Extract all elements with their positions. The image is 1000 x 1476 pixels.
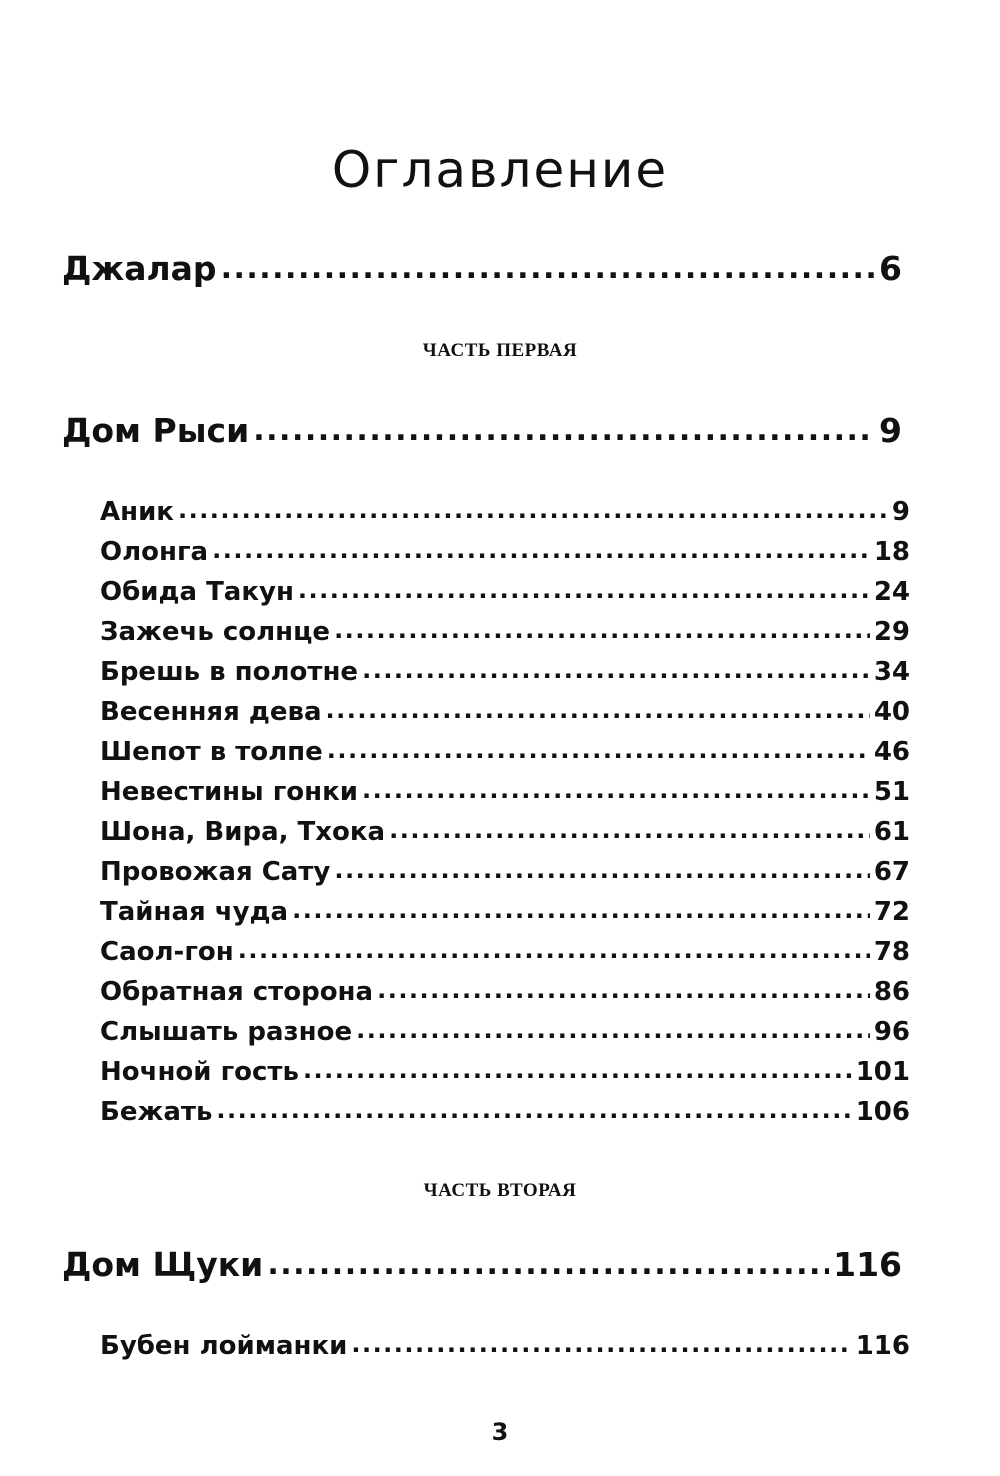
toc-entry-page: 6 (879, 249, 902, 288)
toc-chapter[interactable] (100, 774, 910, 810)
toc-chapter-label: Шона, Вира, Тхока (100, 817, 386, 847)
toc-entry-prologue[interactable] (62, 248, 902, 292)
dot-leader (356, 1012, 870, 1048)
dot-leader (292, 892, 870, 928)
toc-chapter[interactable] (100, 934, 910, 970)
toc-chapter-page: 86 (873, 977, 910, 1007)
toc-chapter-page: 18 (873, 537, 910, 567)
toc-section-label: Дом Щуки (62, 1245, 264, 1284)
toc-section-page: 9 (879, 411, 902, 450)
toc-entry-label: Джалар (62, 249, 217, 288)
dot-leader (389, 812, 870, 848)
toc-chapter[interactable] (100, 574, 910, 610)
toc-chapter-label: Слышать разное (100, 1017, 353, 1047)
toc-chapter-label: Бубен лойманки (100, 1331, 348, 1361)
toc-section-dom-rysi[interactable] (62, 410, 902, 454)
toc-chapter-page: 67 (873, 857, 910, 887)
toc-chapter-page: 40 (873, 697, 910, 727)
toc-chapter-label: Провожая Сату (100, 857, 331, 887)
toc-chapter-page: 72 (873, 897, 910, 927)
toc-chapter-label: Бежать (100, 1097, 213, 1127)
dot-leader (303, 1052, 852, 1088)
toc-chapter[interactable] (100, 814, 910, 850)
toc-chapter[interactable] (100, 694, 910, 730)
dot-leader (377, 972, 870, 1008)
toc-chapter-page: 106 (855, 1097, 910, 1127)
toc-chapter[interactable] (100, 854, 910, 890)
toc-chapter[interactable] (100, 654, 910, 690)
toc-section-dom-shchuki[interactable] (62, 1244, 902, 1288)
dot-leader (212, 532, 870, 568)
dot-leader (298, 572, 870, 608)
toc-chapter-label: Зажечь солнце (100, 617, 331, 647)
toc-chapter[interactable] (100, 534, 910, 570)
dot-leader (326, 692, 870, 728)
toc-chapter-page: 61 (873, 817, 910, 847)
dot-leader (238, 932, 870, 968)
dot-leader (362, 772, 870, 808)
toc-chapter-label: Олонга (100, 537, 209, 567)
toc-chapter[interactable] (100, 614, 910, 650)
toc-section-page: 116 (833, 1245, 902, 1284)
toc-chapter-label: Обратная сторона (100, 977, 374, 1007)
part-heading-1: ЧАСТЬ ПЕРВАЯ (422, 340, 578, 361)
dot-leader (351, 1326, 851, 1362)
toc-chapter[interactable] (100, 894, 910, 930)
page-number: 3 (491, 1418, 509, 1446)
dot-leader (334, 852, 869, 888)
toc-chapter-label: Невестины гонки (100, 777, 358, 807)
toc-chapter-page: 116 (855, 1331, 910, 1361)
toc-section-label: Дом Рыси (62, 411, 250, 450)
toc-chapter-page: 24 (873, 577, 910, 607)
toc-chapter[interactable] (100, 1328, 910, 1364)
toc-chapter-page: 29 (873, 617, 910, 647)
toc-chapter-page: 46 (873, 737, 910, 767)
toc-chapter-page: 9 (891, 497, 910, 527)
toc-chapter-label: Тайная чуда (100, 897, 289, 927)
toc-chapter-label: Обида Такун (100, 577, 294, 607)
toc-chapter-label: Саол-гон (100, 937, 234, 967)
toc-chapter-label: Весенняя дева (100, 697, 322, 727)
toc-chapter-label: Аник (100, 497, 174, 527)
dot-leader (221, 248, 875, 290)
dot-leader (327, 732, 870, 768)
toc-chapter-page: 96 (873, 1017, 910, 1047)
toc-chapter-page: 78 (873, 937, 910, 967)
toc-chapter-page: 34 (873, 657, 910, 687)
dot-leader (178, 492, 888, 528)
toc-chapter-page: 101 (855, 1057, 910, 1087)
dot-leader (216, 1092, 851, 1128)
toc-chapter[interactable] (100, 1054, 910, 1090)
toc-chapter[interactable] (100, 974, 910, 1010)
dot-leader (362, 652, 870, 688)
toc-chapter[interactable] (100, 734, 910, 770)
toc-chapter[interactable] (100, 1094, 910, 1130)
toc-chapter-label: Шепот в толпе (100, 737, 323, 767)
dot-leader (334, 612, 870, 648)
toc-chapter-label: Ночной гость (100, 1057, 299, 1087)
toc-chapter[interactable] (100, 494, 910, 530)
dot-leader (267, 1244, 829, 1286)
toc-chapter-page: 51 (873, 777, 910, 807)
toc-chapter[interactable] (100, 1014, 910, 1050)
page-title: Оглавление (331, 140, 669, 199)
part-heading-2: ЧАСТЬ ВТОРАЯ (423, 1180, 577, 1201)
toc-chapter-label: Брешь в полотне (100, 657, 359, 687)
dot-leader (253, 410, 875, 452)
